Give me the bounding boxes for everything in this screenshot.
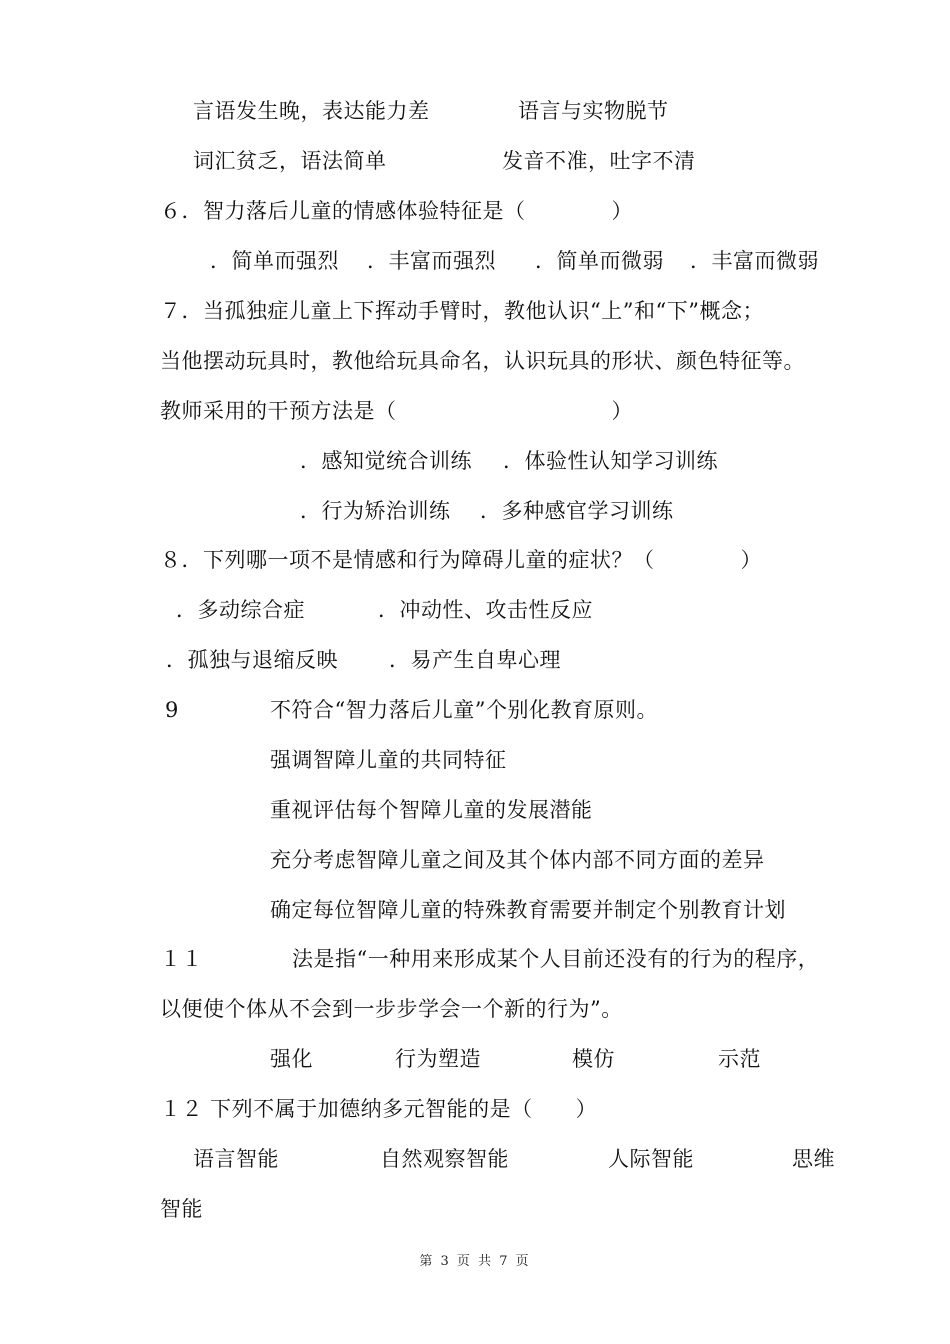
- q12-option-d-continued: 智能: [160, 1197, 203, 1221]
- q12-option-a: 语言智能: [193, 1147, 279, 1171]
- q7-option-a: ．感知觉统合训练: [300, 449, 472, 473]
- q5-option-c: 词汇贫乏，语法简单: [193, 149, 387, 173]
- q11-number: １１: [160, 947, 203, 971]
- q11-stem-line-2: 以便使个体从不会到一步步学会一个新的行为”。: [160, 997, 623, 1021]
- q7-stem-line-2: 当他摆动玩具时，教他给玩具命名，认识玩具的形状、颜色特征等。: [160, 349, 805, 373]
- q6-stem: ６．智力落后儿童的情感体验特征是（ ）: [160, 199, 633, 223]
- q8-option-d: ．易产生自卑心理: [389, 648, 561, 672]
- q7-option-d: ．多种感官学习训练: [480, 499, 674, 523]
- q8-option-a: ．多动综合症: [176, 598, 305, 622]
- q11-stem-line-1: 法是指“一种用来形成某个人目前还没有的行为的程序，: [292, 947, 820, 971]
- q11-option-c: 模仿: [572, 1047, 615, 1071]
- q6-option-b: ．丰富而强烈: [367, 249, 496, 273]
- q6-option-a: ．简单而强烈: [210, 249, 339, 273]
- q9-number: 9: [165, 698, 179, 722]
- q8-option-b: ．冲动性、攻击性反应: [378, 598, 593, 622]
- q8-stem: ８．下列哪一项不是情感和行为障碍儿童的症状？（ ）: [160, 548, 762, 572]
- q7-stem-line-3: 教师采用的干预方法是（ ）: [160, 399, 633, 423]
- q11-option-d: 示范: [718, 1047, 761, 1071]
- page-footer: 第 3 页 共 7 页: [419, 1254, 531, 1269]
- q12-stem: １２ 下列不属于加德纳多元智能的是（ ）: [160, 1097, 598, 1121]
- q12-option-d: 思维: [792, 1147, 835, 1171]
- q12-option-b: 自然观察智能: [380, 1147, 509, 1171]
- q9-option-d: 确定每位智障儿童的特殊教育需要并制定个别教育计划: [270, 898, 786, 922]
- q7-stem-line-1: ７．当孤独症儿童上下挥动手臂时，教他认识“上”和“下”概念；: [160, 299, 764, 323]
- q7-option-b: ．体验性认知学习训练: [503, 449, 718, 473]
- q6-option-c: ．简单而微弱: [535, 249, 664, 273]
- q11-option-a: 强化: [270, 1047, 313, 1071]
- q12-option-c: 人际智能: [608, 1147, 694, 1171]
- q9-stem: 不符合“智力落后儿童”个别化教育原则。: [270, 698, 658, 722]
- q5-option-b: 语言与实物脱节: [518, 99, 669, 123]
- q11-option-b: 行为塑造: [395, 1047, 481, 1071]
- q9-option-c: 充分考虑智障儿童之间及其个体内部不同方面的差异: [270, 848, 765, 872]
- q6-option-d: ．丰富而微弱: [690, 249, 819, 273]
- q9-option-b: 重视评估每个智障儿童的发展潜能: [270, 798, 593, 822]
- q8-option-c: ．孤独与退缩反映: [166, 648, 338, 672]
- q9-option-a: 强调智障儿童的共同特征: [270, 748, 507, 772]
- q5-option-a: 言语发生晚，表达能力差: [193, 99, 430, 123]
- q7-option-c: ．行为矫治训练: [300, 499, 451, 523]
- q5-option-d: 发音不准，吐字不清: [502, 149, 696, 173]
